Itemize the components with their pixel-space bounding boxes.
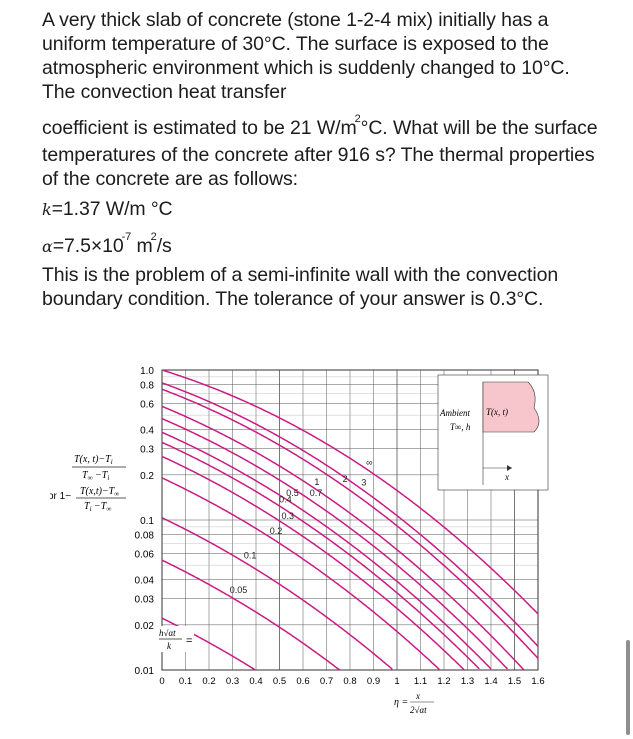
y-tick-label: 0.6 — [140, 399, 154, 411]
alpha-value: =7.5×10 — [52, 235, 124, 257]
alpha-unit-exponent: 2 — [150, 231, 157, 243]
curve-label-1: 1 — [314, 476, 320, 487]
ylabel-top-num: T(x, $t)-T_i$ — [74, 454, 113, 466]
y-tick-label: 0.3 — [140, 444, 154, 456]
x-tick-label: 1.2 — [437, 676, 451, 687]
x-tick-labels — [159, 676, 544, 687]
curve-label-0.05: 0.05 — [229, 585, 248, 596]
alpha-exponent: -7 — [121, 231, 132, 243]
curve-label-0.5: 0.5 — [286, 488, 299, 499]
x-tick-label: 0 — [159, 676, 165, 687]
chart-svg — [50, 360, 580, 720]
x-tick-label: 0.8 — [343, 676, 357, 687]
x-tick-label: 1.6 — [531, 676, 545, 687]
y-tick-label: 0.4 — [140, 425, 154, 437]
xlabel-num: x — [416, 691, 420, 701]
problem-question — [42, 113, 602, 191]
conductivity-line — [42, 197, 602, 222]
inset-ambient: Ambient — [440, 408, 470, 418]
question-text-b: °C. What will be the surface temperatures of the concrete after 916 s? The thermal properties of the concrete are as follows: — [42, 117, 598, 190]
param-label-den: k — [167, 641, 171, 651]
ylabel-or: or 1− — [50, 491, 72, 502]
curve-label-3: 3 — [361, 477, 367, 488]
y-tick-label: 0.8 — [140, 380, 154, 392]
inset-x-label: x — [505, 472, 509, 482]
problem-note: This is the problem of a semi-infinite wall with the convection boundary condition. The tolerance of your answer is 0.3°C. — [42, 264, 559, 310]
curve-label-0.7: 0.7 — [309, 488, 323, 499]
x-tick-label: 1.3 — [460, 676, 475, 687]
y-tick-label: 0.2 — [140, 470, 154, 482]
inset-txt: T(x, t) — [486, 407, 508, 417]
curve-label-0.3: 0.3 — [281, 510, 295, 521]
curve-h-0.1 — [162, 518, 392, 670]
y-tick-label: 0.08 — [134, 530, 154, 542]
ylabel-top-den: $T_\infty -T_i$ — [82, 470, 110, 482]
question-superscript: 2 — [354, 113, 361, 125]
curve-label-0.4: 0.4 — [279, 494, 292, 505]
x-tick-label: 0.4 — [249, 676, 263, 687]
k-value: =1.37 W/m °C — [51, 198, 173, 220]
x-tick-label: 0.5 — [272, 676, 287, 687]
x-tick-label: 0.7 — [319, 676, 334, 687]
alpha-symbol: α — [42, 237, 53, 256]
problem-intro: A very thick slab of concrete (stone 1-2-4 mix) initially has a uniform temperature of 30°C. The surface is exposed to the atmospheric environment which is suddenly changed to 10°C. The convection heat transfer — [42, 9, 570, 103]
param-label-num: h√αt — [159, 628, 176, 638]
y-tick-labels — [135, 366, 155, 677]
k-symbol: k — [42, 200, 52, 219]
y-tick-label: 0.02 — [134, 620, 154, 632]
x-tick-label: 0.1 — [178, 676, 193, 687]
x-tick-label: 1.4 — [484, 676, 498, 687]
alpha-unit-tail: /s — [156, 235, 172, 257]
y-tick-label: 0.01 — [134, 666, 154, 677]
x-tick-label: 1.1 — [413, 676, 428, 687]
y-tick-label: 0.06 — [134, 549, 154, 561]
curve-label-∞: ∞ — [366, 457, 373, 468]
ylabel-bottom-den: $T_i -T_\infty$ — [84, 501, 112, 513]
curve-label-0.1: 0.1 — [243, 550, 257, 561]
diffusivity-line — [42, 231, 602, 261]
x-tick-label: 0.2 — [202, 676, 216, 687]
chart-figure — [50, 360, 580, 725]
x-tick-label: 1.5 — [507, 676, 522, 687]
alpha-unit: m — [136, 235, 153, 257]
inset-tinf-h: T∞, h — [450, 422, 471, 432]
x-tick-label: 0.9 — [366, 676, 381, 687]
scrollbar[interactable] — [626, 640, 630, 735]
y-tick-label: 0.04 — [134, 575, 154, 587]
x-tick-label: 0.6 — [296, 676, 310, 687]
problem-statement — [42, 8, 602, 311]
curve-h-0.05 — [162, 560, 339, 670]
x-tick-label: 1 — [394, 676, 400, 687]
y-tick-label: 0.03 — [134, 594, 154, 606]
x-tick-label: 0.3 — [225, 676, 240, 687]
y-tick-label: 0.1 — [140, 516, 154, 527]
y-tick-label: 1.0 — [140, 366, 154, 377]
ylabel-bottom-num: $T(x,t)-T_\infty$ — [80, 486, 120, 498]
curve-label-0.2: 0.2 — [269, 525, 283, 536]
xlabel-den: 2√αt — [410, 705, 427, 715]
xlabel-eta: η = — [394, 697, 409, 708]
question-text-a: coefficient is estimated to be 21 W/m — [42, 117, 357, 139]
curve-label-2: 2 — [342, 473, 348, 484]
param-label-eq: = — [186, 635, 193, 647]
